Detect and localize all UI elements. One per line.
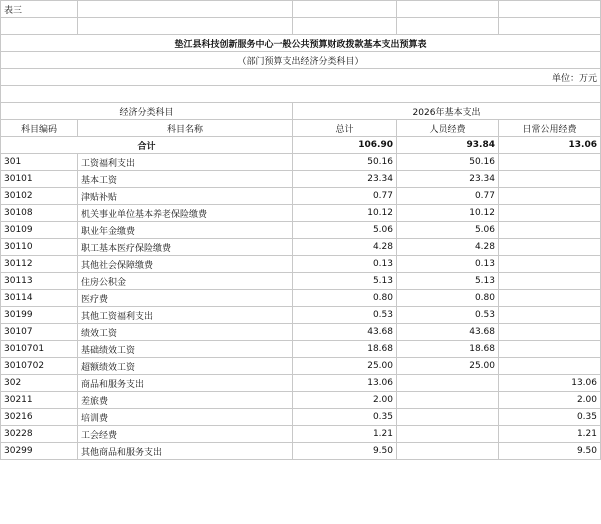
row-public: 1.21 (499, 426, 601, 443)
header-economic-class: 经济分类科目 (1, 103, 293, 120)
table-row (1, 358, 601, 375)
row-code: 30102 (1, 188, 78, 205)
row-public: 0.35 (499, 409, 601, 426)
page-subtitle: （部门预算支出经济分类科目） (1, 52, 601, 69)
table-row (1, 307, 601, 324)
row-total: 0.80 (293, 290, 397, 307)
row-name: 基本工资 (78, 171, 293, 188)
row-personnel: 0.53 (397, 307, 499, 324)
table-row (1, 375, 601, 392)
unit-label: 单位：万元 (1, 69, 601, 86)
table-row (1, 290, 601, 307)
row-total: 23.34 (293, 171, 397, 188)
total-row (1, 137, 601, 154)
row-code: 302 (1, 375, 78, 392)
total-label: 合计 (1, 137, 293, 154)
row-public (499, 154, 601, 171)
row-total: 0.13 (293, 256, 397, 273)
row-name: 超额绩效工资 (78, 358, 293, 375)
row-code: 30299 (1, 443, 78, 460)
table-row (1, 273, 601, 290)
corner-label: 表三 (1, 1, 78, 18)
row-total: 0.35 (293, 409, 397, 426)
row-public (499, 324, 601, 341)
row-name: 商品和服务支出 (78, 375, 293, 392)
table-row (1, 188, 601, 205)
row-code: 30108 (1, 205, 78, 222)
table-row (1, 239, 601, 256)
row-public (499, 358, 601, 375)
header-year-expense: 2026年基本支出 (293, 103, 601, 120)
row-total: 0.77 (293, 188, 397, 205)
row-public (499, 222, 601, 239)
table-row (1, 222, 601, 239)
header-personnel: 人员经费 (397, 120, 499, 137)
row-name: 基础绩效工资 (78, 341, 293, 358)
row-code: 30199 (1, 307, 78, 324)
row-name: 培训费 (78, 409, 293, 426)
row-public: 2.00 (499, 392, 601, 409)
row-name: 职业年金缴费 (78, 222, 293, 239)
table-row (1, 324, 601, 341)
row-name: 差旅费 (78, 392, 293, 409)
row-personnel: 10.12 (397, 205, 499, 222)
total-total: 106.90 (293, 137, 397, 154)
row-code: 30216 (1, 409, 78, 426)
table-row (1, 205, 601, 222)
header-public: 日常公用经费 (499, 120, 601, 137)
row-total: 2.00 (293, 392, 397, 409)
row-total: 50.16 (293, 154, 397, 171)
row-personnel: 5.06 (397, 222, 499, 239)
row-personnel: 50.16 (397, 154, 499, 171)
row-code: 30109 (1, 222, 78, 239)
page-title: 垫江县科技创新服务中心一般公共预算财政拨款基本支出预算表 (1, 35, 601, 52)
row-name: 其他商品和服务支出 (78, 443, 293, 460)
row-public (499, 290, 601, 307)
row-personnel (397, 392, 499, 409)
row-public (499, 239, 601, 256)
row-total: 13.06 (293, 375, 397, 392)
row-public (499, 256, 601, 273)
row-personnel: 18.68 (397, 341, 499, 358)
table-row (1, 171, 601, 188)
table-row (1, 256, 601, 273)
row-personnel: 5.13 (397, 273, 499, 290)
row-total: 1.21 (293, 426, 397, 443)
row-public (499, 188, 601, 205)
row-code: 30228 (1, 426, 78, 443)
row-name: 医疗费 (78, 290, 293, 307)
total-public: 13.06 (499, 137, 601, 154)
row-personnel: 23.34 (397, 171, 499, 188)
row-code: 30211 (1, 392, 78, 409)
row-total: 4.28 (293, 239, 397, 256)
row-code: 3010701 (1, 341, 78, 358)
row-name: 工会经费 (78, 426, 293, 443)
row-name: 职工基本医疗保险缴费 (78, 239, 293, 256)
row-public (499, 171, 601, 188)
row-public (499, 273, 601, 290)
row-name: 工资福利支出 (78, 154, 293, 171)
table-body (1, 154, 601, 460)
row-public: 13.06 (499, 375, 601, 392)
row-total: 5.06 (293, 222, 397, 239)
row-personnel (397, 443, 499, 460)
row-code: 30101 (1, 171, 78, 188)
row-name: 住房公积金 (78, 273, 293, 290)
row-total: 43.68 (293, 324, 397, 341)
row-personnel: 0.13 (397, 256, 499, 273)
row-code: 30107 (1, 324, 78, 341)
row-total: 9.50 (293, 443, 397, 460)
row-name: 机关事业单位基本养老保险缴费 (78, 205, 293, 222)
row-total: 10.12 (293, 205, 397, 222)
row-total: 18.68 (293, 341, 397, 358)
header-code: 科目编码 (1, 120, 78, 137)
row-personnel (397, 426, 499, 443)
row-name: 其他社会保障缴费 (78, 256, 293, 273)
table-row (1, 392, 601, 409)
row-code: 30113 (1, 273, 78, 290)
header-total: 总计 (293, 120, 397, 137)
row-personnel: 0.80 (397, 290, 499, 307)
table-row (1, 409, 601, 426)
row-total: 5.13 (293, 273, 397, 290)
row-code: 301 (1, 154, 78, 171)
row-public (499, 341, 601, 358)
row-public (499, 307, 601, 324)
table-row (1, 443, 601, 460)
table-row (1, 154, 601, 171)
row-code: 30110 (1, 239, 78, 256)
total-personnel: 93.84 (397, 137, 499, 154)
row-personnel: 0.77 (397, 188, 499, 205)
row-personnel: 43.68 (397, 324, 499, 341)
row-personnel: 25.00 (397, 358, 499, 375)
row-code: 30114 (1, 290, 78, 307)
row-total: 0.53 (293, 307, 397, 324)
row-total: 25.00 (293, 358, 397, 375)
table-row (1, 341, 601, 358)
header-name: 科目名称 (78, 120, 293, 137)
row-personnel: 4.28 (397, 239, 499, 256)
row-personnel (397, 375, 499, 392)
row-public (499, 205, 601, 222)
row-code: 30112 (1, 256, 78, 273)
row-name: 津贴补贴 (78, 188, 293, 205)
row-code: 3010702 (1, 358, 78, 375)
table-row (1, 426, 601, 443)
row-personnel (397, 409, 499, 426)
row-name: 其他工资福利支出 (78, 307, 293, 324)
row-name: 绩效工资 (78, 324, 293, 341)
row-public: 9.50 (499, 443, 601, 460)
